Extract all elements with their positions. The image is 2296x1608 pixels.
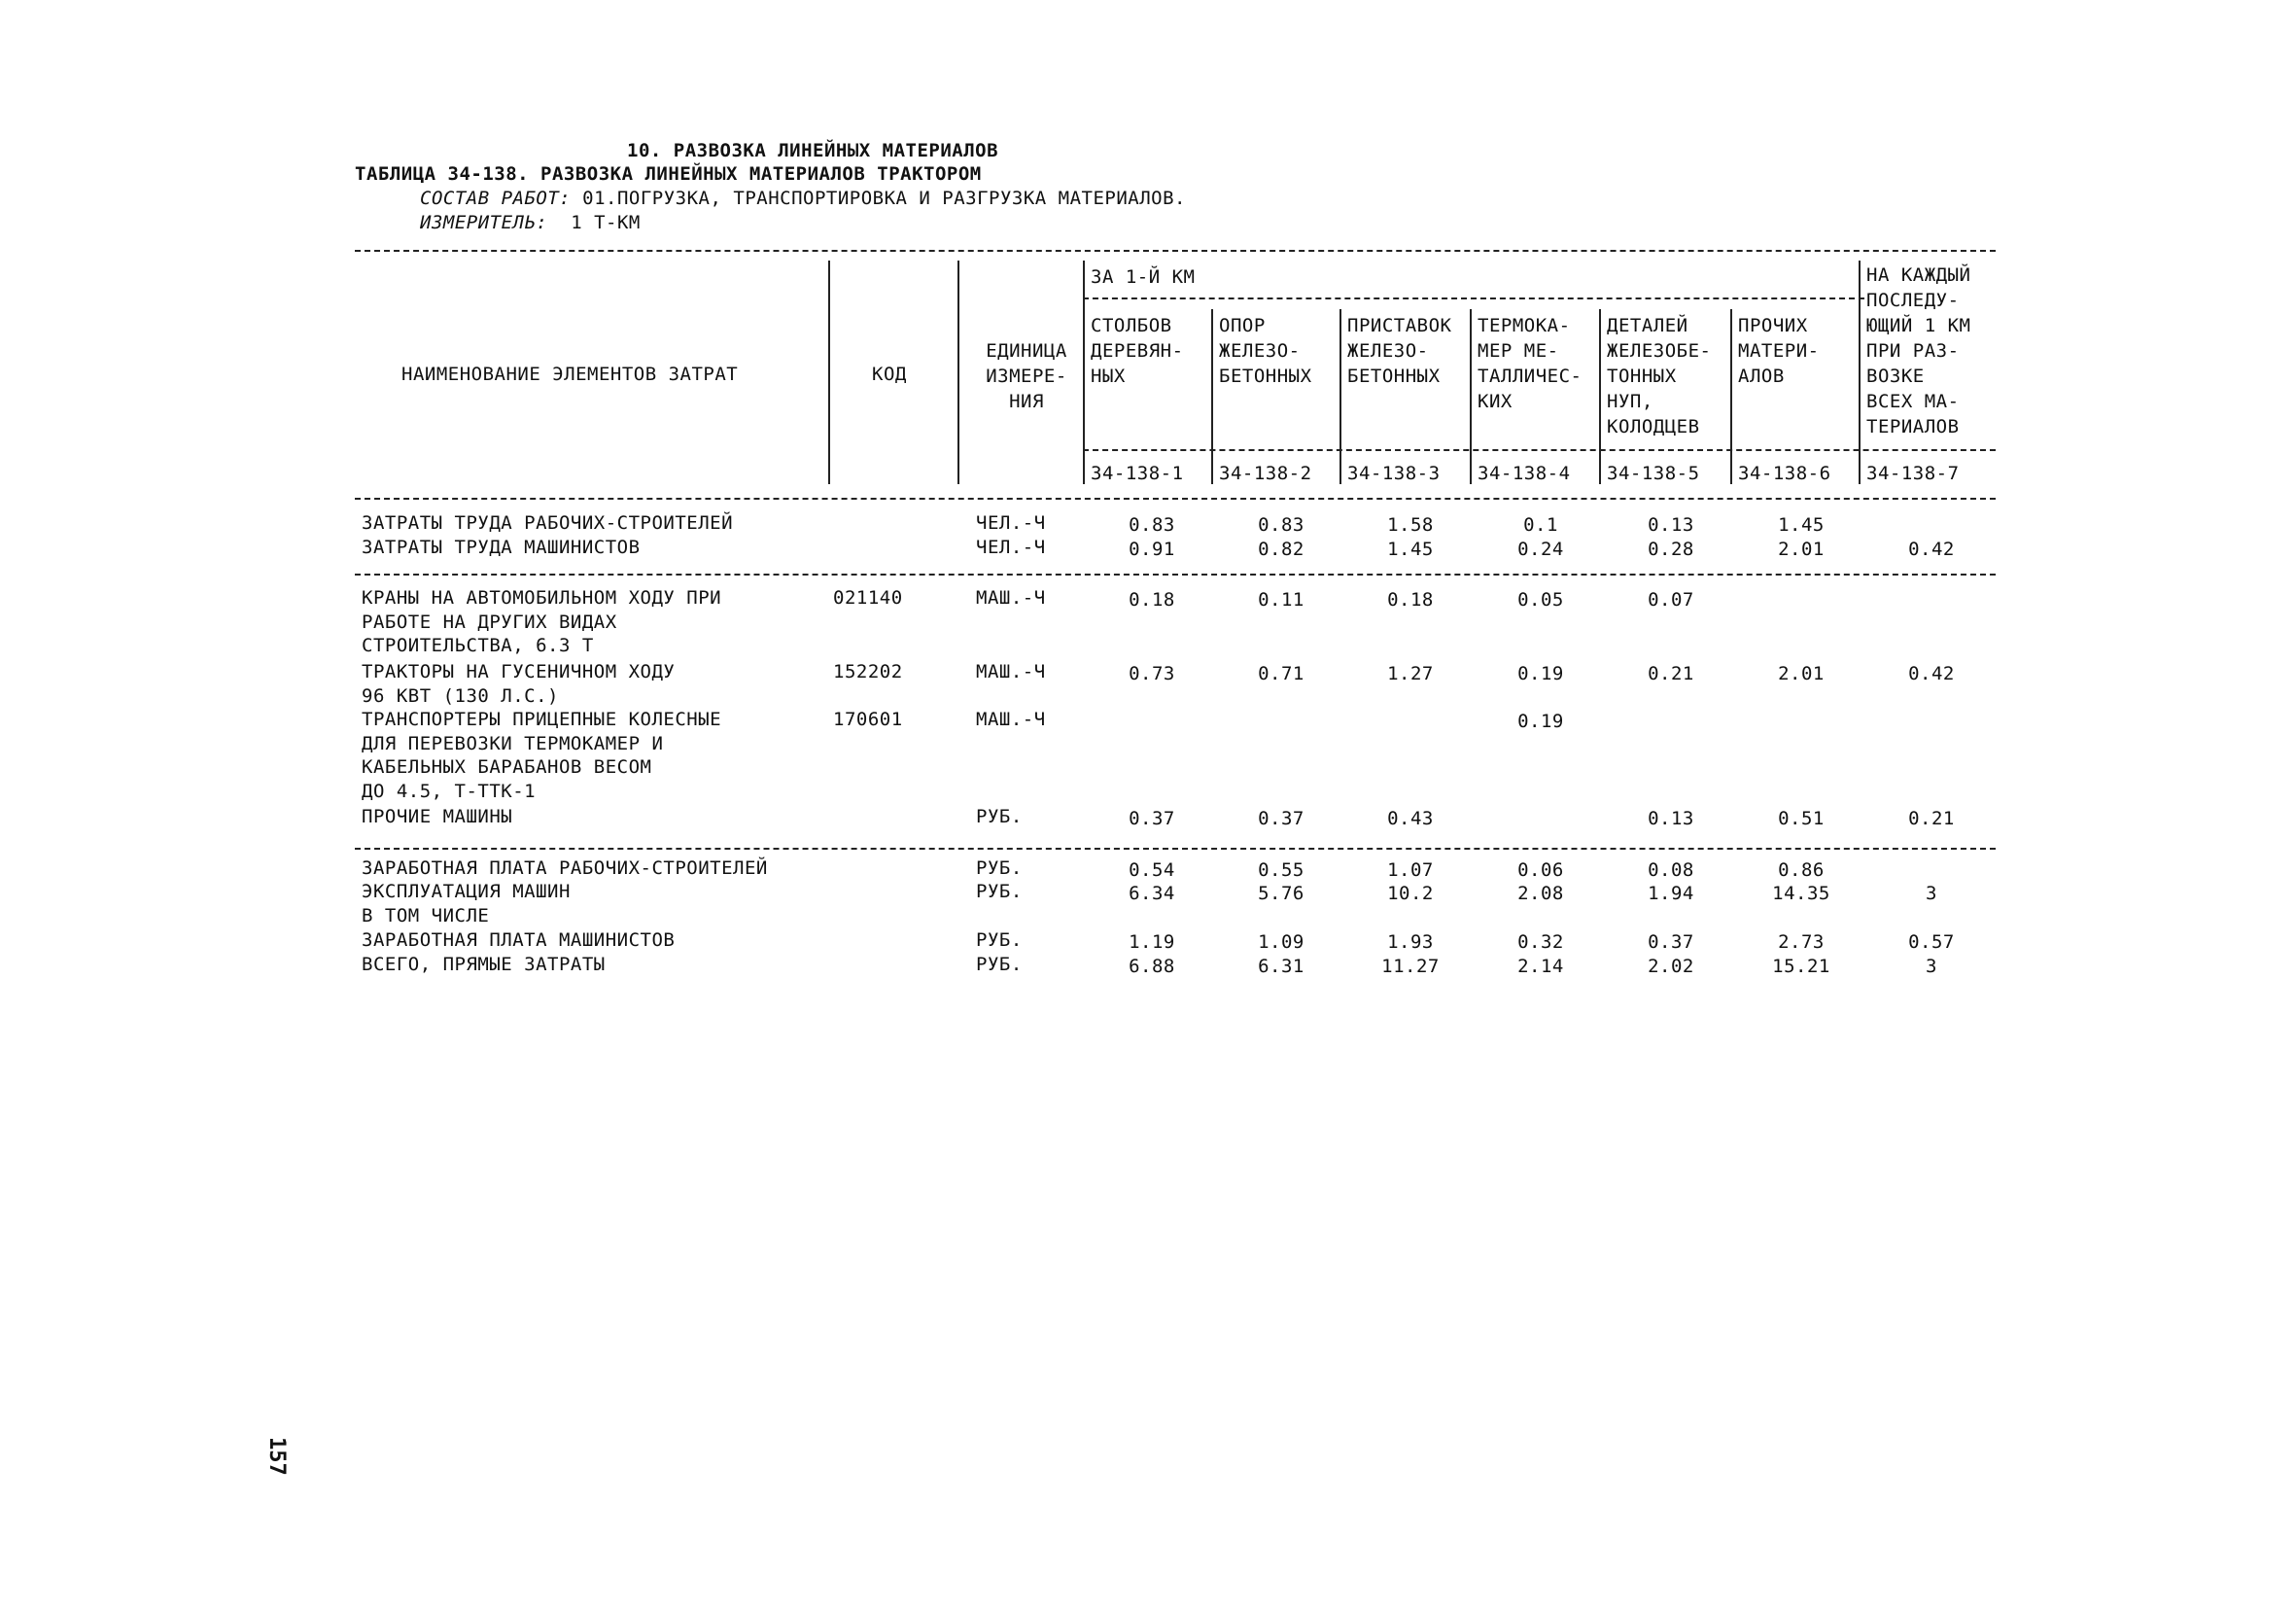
row-value: 0.18 bbox=[1129, 589, 1175, 611]
row-name-line: ВСЕГО, ПРЯМЫЕ ЗАТРАТЫ bbox=[362, 954, 606, 975]
row-unit: ЧЕЛ.-Ч bbox=[976, 512, 1046, 534]
header-col-line: НА КАЖДЫЙ bbox=[1866, 264, 1971, 286]
row-value: 6.34 bbox=[1129, 883, 1175, 904]
row-value: 10.2 bbox=[1387, 883, 1434, 904]
column-code: 34-138-4 bbox=[1478, 463, 1571, 484]
row-value: 0.21 bbox=[1648, 663, 1694, 684]
header-unit-line: ИЗМЕРЕ- bbox=[986, 366, 1067, 387]
row-code: 170601 bbox=[833, 709, 903, 730]
header-col-line: КИХ bbox=[1478, 391, 1513, 412]
header-col-line: ТОННЫХ bbox=[1607, 366, 1677, 387]
row-value: 1.45 bbox=[1778, 514, 1825, 536]
row-name-line: КАБЕЛЬНЫХ БАРАБАНОВ ВЕСОМ bbox=[362, 756, 652, 778]
row-name-line: ЗАРАБОТНАЯ ПЛАТА МАШИНИСТОВ bbox=[362, 929, 676, 951]
header-col-1 bbox=[1091, 313, 1184, 389]
header-col-line: МЕР МЕ- bbox=[1478, 340, 1559, 362]
row-unit: РУБ. bbox=[976, 881, 1023, 902]
row-value: 1.07 bbox=[1387, 859, 1434, 881]
row-value: 2.01 bbox=[1778, 539, 1825, 560]
header-col-6 bbox=[1738, 313, 1820, 389]
row-unit: РУБ. bbox=[976, 806, 1023, 827]
section-rule bbox=[355, 574, 1996, 576]
row-value: 6.88 bbox=[1129, 956, 1175, 977]
column-code: 34-138-5 bbox=[1607, 463, 1700, 484]
row-value: 0.43 bbox=[1387, 808, 1434, 829]
row-value: 5.76 bbox=[1258, 883, 1305, 904]
row-value: 11.27 bbox=[1381, 956, 1440, 977]
row-value: 14.35 bbox=[1772, 883, 1830, 904]
row-value: 0.13 bbox=[1648, 514, 1694, 536]
row-value: 0.51 bbox=[1778, 808, 1825, 829]
col-divider bbox=[1859, 261, 1861, 484]
header-col-7 bbox=[1866, 262, 1970, 439]
row-value: 0.91 bbox=[1129, 539, 1175, 560]
row-value: 0.83 bbox=[1258, 514, 1305, 536]
row-unit: МАШ.-Ч bbox=[976, 709, 1046, 730]
header-code: КОД bbox=[872, 364, 907, 385]
header-col-line: КОЛОДЦЕВ bbox=[1607, 416, 1700, 437]
row-value: 1.19 bbox=[1129, 931, 1175, 953]
row-value: 0.19 bbox=[1517, 663, 1564, 684]
header-col-5 bbox=[1607, 313, 1711, 439]
col-divider bbox=[1211, 309, 1213, 484]
header-col-line: ЖЕЛЕЗОБЕ- bbox=[1607, 340, 1712, 362]
header-unit bbox=[976, 338, 1077, 414]
row-value: 1.09 bbox=[1258, 931, 1305, 953]
header-col-2 bbox=[1219, 313, 1312, 389]
col-divider bbox=[828, 261, 830, 484]
header-col-line: ЮЩИЙ 1 КМ bbox=[1866, 315, 1971, 336]
row-value: 0.83 bbox=[1129, 514, 1175, 536]
row-value: 1.58 bbox=[1387, 514, 1434, 536]
row-unit: МАШ.-Ч bbox=[976, 661, 1046, 682]
row-value: 0.37 bbox=[1258, 808, 1305, 829]
measure-text: 1 Т-КМ bbox=[571, 212, 641, 233]
header-col-line: БЕТОННЫХ bbox=[1347, 366, 1441, 387]
row-name-line: 96 КВТ (130 Л.С.) bbox=[362, 684, 559, 707]
row-name-line: ЗАТРАТЫ ТРУДА РАБОЧИХ-СТРОИТЕЛЕЙ bbox=[362, 512, 734, 534]
header-col-line: ОПОР bbox=[1219, 315, 1266, 336]
header-col-3 bbox=[1347, 313, 1451, 389]
header-col-line: ПОСЛЕДУ- bbox=[1866, 290, 1960, 311]
row-value: 0.71 bbox=[1258, 663, 1305, 684]
section-rule bbox=[355, 848, 1996, 850]
row-value: 0.28 bbox=[1648, 539, 1694, 560]
col-divider bbox=[1083, 261, 1085, 484]
header-col-line: ЖЕЛЕЗО- bbox=[1219, 340, 1301, 362]
row-value: 0.42 bbox=[1908, 539, 1955, 560]
row-value: 0.19 bbox=[1517, 711, 1564, 732]
row-value: 0.86 bbox=[1778, 859, 1825, 881]
header-col-line: НЫХ bbox=[1091, 366, 1126, 387]
row-value: 0.13 bbox=[1648, 808, 1694, 829]
header-col-line: МАТЕРИ- bbox=[1738, 340, 1820, 362]
row-value: 0.24 bbox=[1517, 539, 1564, 560]
section-title: 10. РАЗВОЗКА ЛИНЕЙНЫХ МАТЕРИАЛОВ bbox=[627, 140, 999, 161]
header-col-line: АЛОВ bbox=[1738, 366, 1785, 387]
column-code: 34-138-7 bbox=[1866, 463, 1960, 484]
work-label: СОСТАВ РАБОТ: bbox=[420, 188, 572, 209]
row-value: 0.42 bbox=[1908, 663, 1955, 684]
row-name-line: ПРОЧИЕ МАШИНЫ bbox=[362, 806, 513, 827]
row-name-line: ЗАРАБОТНАЯ ПЛАТА РАБОЧИХ-СТРОИТЕЛЕЙ bbox=[362, 857, 768, 879]
column-code: 34-138-3 bbox=[1347, 463, 1441, 484]
header-group-first-km: ЗА 1-Й КМ bbox=[1091, 266, 1196, 288]
header-col-line: ПРИ РАЗ- bbox=[1866, 340, 1960, 362]
row-value: 0.05 bbox=[1517, 589, 1564, 611]
row-name-line: ЗАТРАТЫ ТРУДА МАШИНИСТОВ bbox=[362, 537, 641, 558]
row-name-line: РАБОТЕ НА ДРУГИХ ВИДАХ bbox=[362, 611, 617, 633]
row-value: 2.08 bbox=[1517, 883, 1564, 904]
table-title: ТАБЛИЦА 34-138. РАЗВОЗКА ЛИНЕЙНЫХ МАТЕРИАЛОВ ТРАКТОРОМ bbox=[355, 163, 982, 185]
row-value: 0.06 bbox=[1517, 859, 1564, 881]
header-unit-line: НИЯ bbox=[1009, 391, 1044, 412]
column-code: 34-138-1 bbox=[1091, 463, 1184, 484]
header-col-line: ТАЛЛИЧЕС- bbox=[1478, 366, 1583, 387]
row-unit: ЧЕЛ.-Ч bbox=[976, 537, 1046, 558]
row-unit: РУБ. bbox=[976, 954, 1023, 975]
row-value: 1.45 bbox=[1387, 539, 1434, 560]
row-value: 0.57 bbox=[1908, 931, 1955, 953]
header-col-line: ТЕРИАЛОВ bbox=[1866, 416, 1960, 437]
row-value: 1.27 bbox=[1387, 663, 1434, 684]
row-value: 0.32 bbox=[1517, 931, 1564, 953]
row-name-line: КРАНЫ НА АВТОМОБИЛЬНОМ ХОДУ ПРИ bbox=[362, 587, 722, 609]
header-top-rule bbox=[355, 250, 1996, 252]
row-name-line: В ТОМ ЧИСЛЕ bbox=[362, 905, 490, 926]
col-divider bbox=[1730, 309, 1732, 484]
header-col-line: ДЕРЕВЯН- bbox=[1091, 340, 1184, 362]
row-value: 2.73 bbox=[1778, 931, 1825, 953]
row-value: 0.73 bbox=[1129, 663, 1175, 684]
col-divider bbox=[1470, 309, 1472, 484]
col-divider bbox=[1339, 309, 1341, 484]
header-bottom-rule bbox=[355, 498, 1996, 500]
row-value: 6.31 bbox=[1258, 956, 1305, 977]
header-col-line: ТЕРМОКА- bbox=[1478, 315, 1571, 336]
row-value: 0.82 bbox=[1258, 539, 1305, 560]
row-value: 0.37 bbox=[1129, 808, 1175, 829]
row-name-line: ТРАКТОРЫ НА ГУСЕНИЧНОМ ХОДУ bbox=[362, 661, 676, 682]
page-number: 157 bbox=[264, 1437, 289, 1476]
header-col-line: БЕТОННЫХ bbox=[1219, 366, 1312, 387]
header-col-line: ПРОЧИХ bbox=[1738, 315, 1808, 336]
row-value: 0.1 bbox=[1523, 514, 1558, 536]
row-value: 0.37 bbox=[1648, 931, 1694, 953]
measure-label: ИЗМЕРИТЕЛЬ: bbox=[420, 212, 548, 233]
row-value: 2.14 bbox=[1517, 956, 1564, 977]
row-value: 0.21 bbox=[1908, 808, 1955, 829]
measure-unit bbox=[420, 212, 641, 233]
row-value: 2.01 bbox=[1778, 663, 1825, 684]
row-name-line: ДО 4.5, Т-ТТК-1 bbox=[362, 780, 537, 802]
header-col-line: ЖЕЛЕЗО- bbox=[1347, 340, 1429, 362]
header-col-line: ДЕТАЛЕЙ bbox=[1607, 315, 1688, 336]
col-divider bbox=[957, 261, 959, 484]
work-text: 01.ПОГРУЗКА, ТРАНСПОРТИРОВКА И РАЗГРУЗКА МАТЕРИАЛОВ. bbox=[582, 188, 1186, 209]
column-code: 34-138-6 bbox=[1738, 463, 1831, 484]
row-value: 0.18 bbox=[1387, 589, 1434, 611]
column-code: 34-138-2 bbox=[1219, 463, 1312, 484]
row-value: 0.54 bbox=[1129, 859, 1175, 881]
row-value: 1.94 bbox=[1648, 883, 1694, 904]
header-col-4 bbox=[1478, 313, 1582, 414]
header-name: НАИМЕНОВАНИЕ ЭЛЕМЕНТОВ ЗАТРАТ bbox=[401, 364, 739, 385]
header-col-line: ПРИСТАВОК bbox=[1347, 315, 1452, 336]
row-value: 2.02 bbox=[1648, 956, 1694, 977]
header-col-line: ВОЗКЕ bbox=[1866, 366, 1925, 387]
header-col-line: ВСЕХ МА- bbox=[1866, 391, 1960, 412]
row-code: 021140 bbox=[833, 587, 903, 609]
row-value: 0.07 bbox=[1648, 589, 1694, 611]
header-unit-line: ЕДИНИЦА bbox=[986, 340, 1067, 362]
row-name-line: ЭКСПЛУАТАЦИЯ МАШИН bbox=[362, 881, 571, 902]
col-divider bbox=[1599, 309, 1601, 484]
row-value: 15.21 bbox=[1772, 956, 1830, 977]
row-value: 1.93 bbox=[1387, 931, 1434, 953]
header-col-line: НУП, bbox=[1607, 391, 1653, 412]
row-name-line: ТРАНСПОРТЕРЫ ПРИЦЕПНЫЕ КОЛЕСНЫЕ bbox=[362, 709, 722, 730]
row-value: 0.11 bbox=[1258, 589, 1305, 611]
work-composition bbox=[420, 188, 1186, 209]
row-unit: РУБ. bbox=[976, 929, 1023, 951]
row-value: 3 bbox=[1926, 883, 1937, 904]
row-code: 152202 bbox=[833, 661, 903, 682]
row-value: 3 bbox=[1926, 956, 1937, 977]
row-name-line: СТРОИТЕЛЬСТВА, 6.3 Т bbox=[362, 635, 594, 656]
group-rule bbox=[1083, 297, 1864, 299]
header-col-line: СТОЛБОВ bbox=[1091, 315, 1172, 336]
row-name-line: ДЛЯ ПЕРЕВОЗКИ ТЕРМОКАМЕР И bbox=[362, 732, 664, 754]
row-unit: МАШ.-Ч bbox=[976, 587, 1046, 609]
row-value: 0.08 bbox=[1648, 859, 1694, 881]
row-value: 0.55 bbox=[1258, 859, 1305, 881]
row-unit: РУБ. bbox=[976, 857, 1023, 879]
